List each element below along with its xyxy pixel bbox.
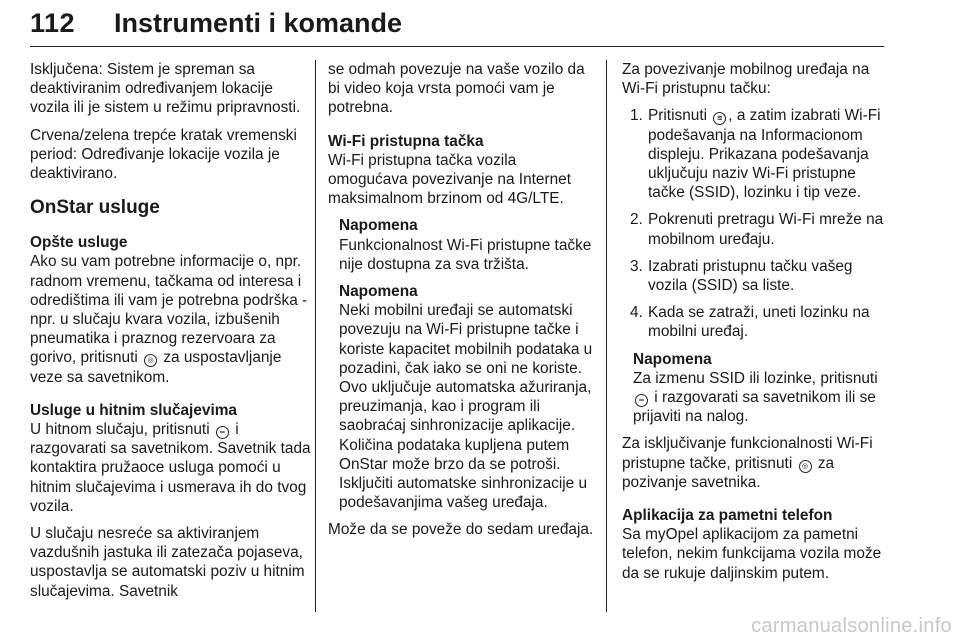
sos-icon: ∞ [216, 426, 229, 439]
paragraph: U hitnom slučaju, pritisnuti ∞ i razgovarati sa savetnikom. Savetnik tada kontaktira pružaoce usluga pomoći u hitnim slučajevima i usmerava ih do tvog vozila. [30, 421, 311, 515]
subsection-title: Opšte usluge [30, 234, 128, 252]
page-header [30, 6, 884, 47]
note-title: Napomena [339, 283, 418, 301]
paragraph: Isključena: Sistem je spreman sa deaktiviranim određivanjem lokacije vozila ili je sistem u režimu pripravnosti. [30, 61, 301, 117]
note-text: Neki mobilni uređaji se automatski povezuju na Wi-Fi pristupne tačke i koriste kapacitet mobilnih podataka u pozadini, čak iako se oni ne koriste. Ovo uključuje automatska ažuriranja, preuzimanja, kao i program ili saobraćaj sinhronizacije aplikacije. Količina podataka kupljena putem OnStar može brzo da se potroši. Isključiti automatske sinhronizacije u podešavanjima vašeg uređaja. [339, 302, 593, 512]
note-text: Funkcionalnost Wi-Fi pristupne tačke nije dostupna za sva tržišta. [339, 236, 592, 273]
subsection-title: Wi-Fi pristupna tačka [328, 132, 484, 150]
sos-icon: ∞ [635, 394, 648, 407]
list-item: 4. Kada se zatraži, uneti lozinku na mobilni uređaj. [630, 304, 870, 341]
onstar-icon: ◎ [799, 460, 812, 473]
onstar-icon: ◎ [144, 354, 157, 367]
note-block [339, 282, 596, 512]
subsection-title: Usluge u hitnim slučajevima [30, 401, 237, 419]
note-block [633, 350, 892, 427]
column-3 [622, 60, 892, 612]
page-number: 112 [30, 8, 76, 38]
paragraph: U slučaju nesreće sa aktiviranjem vazdušnih jastuka ili zatezača pojaseva, uspostavlja se automatski poziv u hitnim slučajevima. Savetnik [30, 525, 305, 600]
paragraph: Wi-Fi pristupna tačka vozila omogućava povezivanje na Internet maksimalnom brzinom od 4G/LTE. [328, 151, 571, 208]
paragraph: Sa myOpel aplikacijom za pametni telefon, nekim funkcijama vozila može da se rukuje daljinskim putem. [622, 526, 882, 582]
list-item: 1. Pritisnuti ≋ , a zatim izabrati Wi-Fi podešavanja na Informacionom displeju. Prikazana podešavanja uključuju naziv Wi-Fi pristupne tačke (SSID), lozinku i tip veze. [630, 107, 881, 202]
subsection-title: Aplikacija za pametni telefon [622, 507, 833, 525]
note-block [339, 216, 596, 274]
section-title: OnStar usluge [30, 197, 160, 219]
chapter-title: Instrumenti i komande [114, 8, 403, 38]
paragraph: Ako su vam potrebne informacije o, npr. radnom vremenu, tačkama od interesa i odredištima ili vam je potrebna podrška - npr. u slučaju kvara vozila, izbušenih pneumatika i praznog rezervoara za gorivo, pritisnuti ◎ za uspostavljanje veze sa savetnikom. [30, 253, 308, 386]
wifi-icon: ≋ [713, 112, 726, 125]
column-1 [30, 60, 312, 612]
paragraph: Može da se poveže do sedam uređaja. [328, 521, 594, 539]
paragraph: Za isključivanje funkcionalnosti Wi-Fi pristupne tačke, pritisnuti ◎ za pozivanje savetnika. [622, 435, 873, 491]
paragraph: se odmah povezuje na vaše vozilo da bi video koja vrsta pomoći vam je potrebna. [328, 61, 585, 117]
list-item: 3. Izabrati pristupnu tačku vašeg vozila (SSID) sa liste. [630, 257, 853, 295]
note-text: Za izmenu SSID ili lozinke, pritisnuti ∞ i razgovarati sa savetnikom ili se prijaviti na nalog. [633, 369, 878, 426]
watermark: carmanualsonline.info [751, 615, 952, 637]
column-divider [606, 60, 607, 612]
note-title: Napomena [633, 350, 712, 368]
paragraph: Crvena/zelena trepće kratak vremenski period: Određivanje lokacije vozila je deaktivirano. [30, 126, 297, 183]
steps-list [622, 106, 892, 341]
column-2 [328, 60, 596, 612]
note-title: Napomena [339, 217, 418, 235]
list-item: 2. Pokrenuti pretragu Wi-Fi mreže na mobilnom uređaju. [630, 211, 884, 248]
column-divider [315, 60, 316, 612]
paragraph: Za povezivanje mobilnog uređaja na Wi-Fi pristupnu tačku: [622, 61, 870, 98]
